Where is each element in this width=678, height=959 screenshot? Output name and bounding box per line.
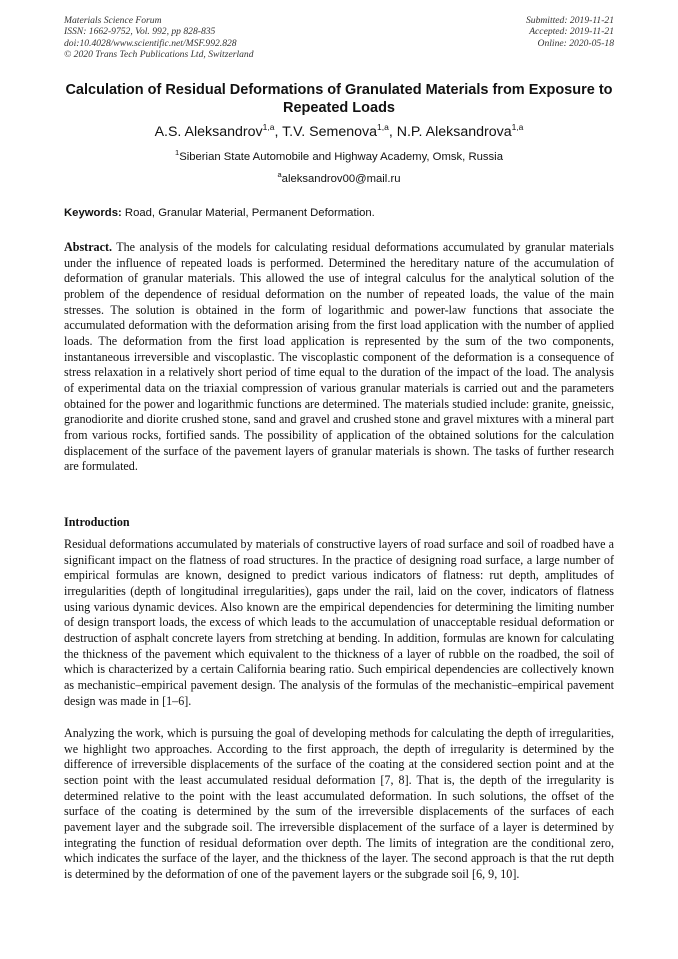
author-name: T.V. Semenova bbox=[282, 124, 377, 140]
abstract-label: Abstract. bbox=[64, 240, 113, 254]
intro-paragraph-2: Analyzing the work, which is pursuing the goal of developing methods for calculating the depth of irregularities, we highlight two approaches. According to the first approach, the depth of irregularity is determined by the difference of irreversible displacements of the surface of the coating at the considered section point and at the section point with the least accumulated residual deformation [7, 8]. That is, the depth of the irregularity is determined relative to the point with the least accumulated deformation. In such solutions, the offset of the surface of the coating is determined by the sum of the irreversible displacements of the surfaces of each pavement layer and the subgrade soil. The irreversible displacement of the surface of a layer is determined by integrating the function of residual deformation over depth. The limits of integration are the conditional zero, which indicates the surface of the layer, and the thickness of the layer. The second approach is that the rut depth is determined by the deformation of one of the pavement layers or the subgrade soil [6, 9, 10]. bbox=[64, 726, 614, 881]
issn-line: ISSN: 1662-9752, Vol. 992, pp 828-835 bbox=[64, 26, 216, 38]
submitted-date: Submitted: 2019-11-21 bbox=[525, 15, 614, 26]
paper-title: Calculation of Residual Deformations of Granulated Materials from Exposure to Repeated Loads bbox=[65, 82, 613, 116]
author-name: N.P. Aleksandrova bbox=[396, 124, 512, 140]
email-mark: a bbox=[277, 170, 282, 179]
affiliation-mark: 1 bbox=[175, 148, 180, 157]
abstract-text: The analysis of the models for calculating residual deformations accumulated by granular materials under the influence of repeated loads is performed. Determined the hereditary nature of the accumulation of deformation of granular materials. This allowed the use of integral calculus for the analytical solution of the problem of the dependence of residual deformation on the number of repeated loads, the value of the main stresses. The solution is obtained in the form of logarithmic and power-law functions that associate the accumulated deformation with the deformation arising from the first load application with the number of applied loads. The deformation from the first load application is represented by the sum of the two components, instantaneous irreversible and viscoplastic. The viscoplastic component of the deformation is a consequence of stress relaxation in a relatively short period of time equal to the duration of the impact of the load. The analysis of experimental data on the triaxial compression of various granular materials is carried out and the parameters obtained for the power and logarithmic functions are determined. The materials studied include: granite, gneissic, granodiorite and diorite crushed stone, sand and gravel and crushed stone and gravel mixtures with a mineral part from various rocks, fortified sands. The possibility of application of the obtained solutions for the calculation displacement of the surface of the pavement layers of granular materials is shown. The tasks of further research are formulated. bbox=[64, 240, 614, 474]
author-name: A.S. Aleksandrov bbox=[154, 124, 263, 140]
author-list: A.S. Aleksandrov$^{1,a}$, T.V. Semenova$^{1,a}$, N.P. Aleksandrova$^{1,a}$ bbox=[154, 122, 524, 140]
doi-line: doi:10.4028/www.scientific.net/MSF.992.828 bbox=[64, 37, 237, 49]
author-affiliation-mark: 1,a bbox=[262, 122, 275, 132]
author-email bbox=[40, 172, 638, 186]
copyright-line: © 2020 Trans Tech Publications Ltd, Switzerland bbox=[64, 49, 254, 61]
keywords-label: Keywords: bbox=[64, 207, 122, 219]
keywords bbox=[64, 206, 614, 220]
intro-paragraph-1: Residual deformations accumulated by materials of constructive layers of road surface and soil of roadbed have a significant impact on the flatness of road structures. In the practice of designing road surface, a large number of empirical formulas are known, designed to predict various indicators of flatness: rut depth, amplitudes of irregularities (depth of longitudinal irregularities), gaps under the rail, laid on the cover, indicators of flatness using various dynamic devices. Also known are the empirical dependencies for determining the limiting number of design transport loads, the excess of which leads to the accumulation of unacceptable residual deformation or destruction of asphalt concrete layers from stretching at bending. In addition, formulas are known for calculating the thickness of the pavement which equivalent to the thickness of a layer of rubble on the roadbed, the soil of which is characterized by a certain California bearing ratio. Such empirical dependencies are collectively known as mechanistic–empirical pavement design. The analysis of the formulas of the mechanistic–empirical pavement design was made in [1–6]. bbox=[64, 537, 614, 708]
affiliation bbox=[40, 150, 638, 164]
author-affiliation-mark: 1,a bbox=[511, 122, 524, 132]
author-affiliation-mark: 1,a bbox=[376, 122, 389, 132]
email-address[interactable]: aleksandrov00@mail.ru bbox=[281, 173, 401, 185]
online-date: Online: 2020-05-18 bbox=[537, 37, 614, 49]
section-heading-introduction: Introduction bbox=[64, 515, 130, 529]
keywords-text: Road, Granular Material, Permanent Deformation. bbox=[124, 207, 375, 219]
affiliation-text: Siberian State Automobile and Highway Academy, Omsk, Russia bbox=[179, 151, 503, 163]
dates-header bbox=[526, 15, 614, 49]
accepted-date: Accepted: 2019-11-21 bbox=[529, 26, 614, 38]
journal-info-header bbox=[64, 15, 254, 61]
journal-name: Materials Science Forum bbox=[64, 15, 162, 26]
abstract bbox=[64, 240, 614, 475]
